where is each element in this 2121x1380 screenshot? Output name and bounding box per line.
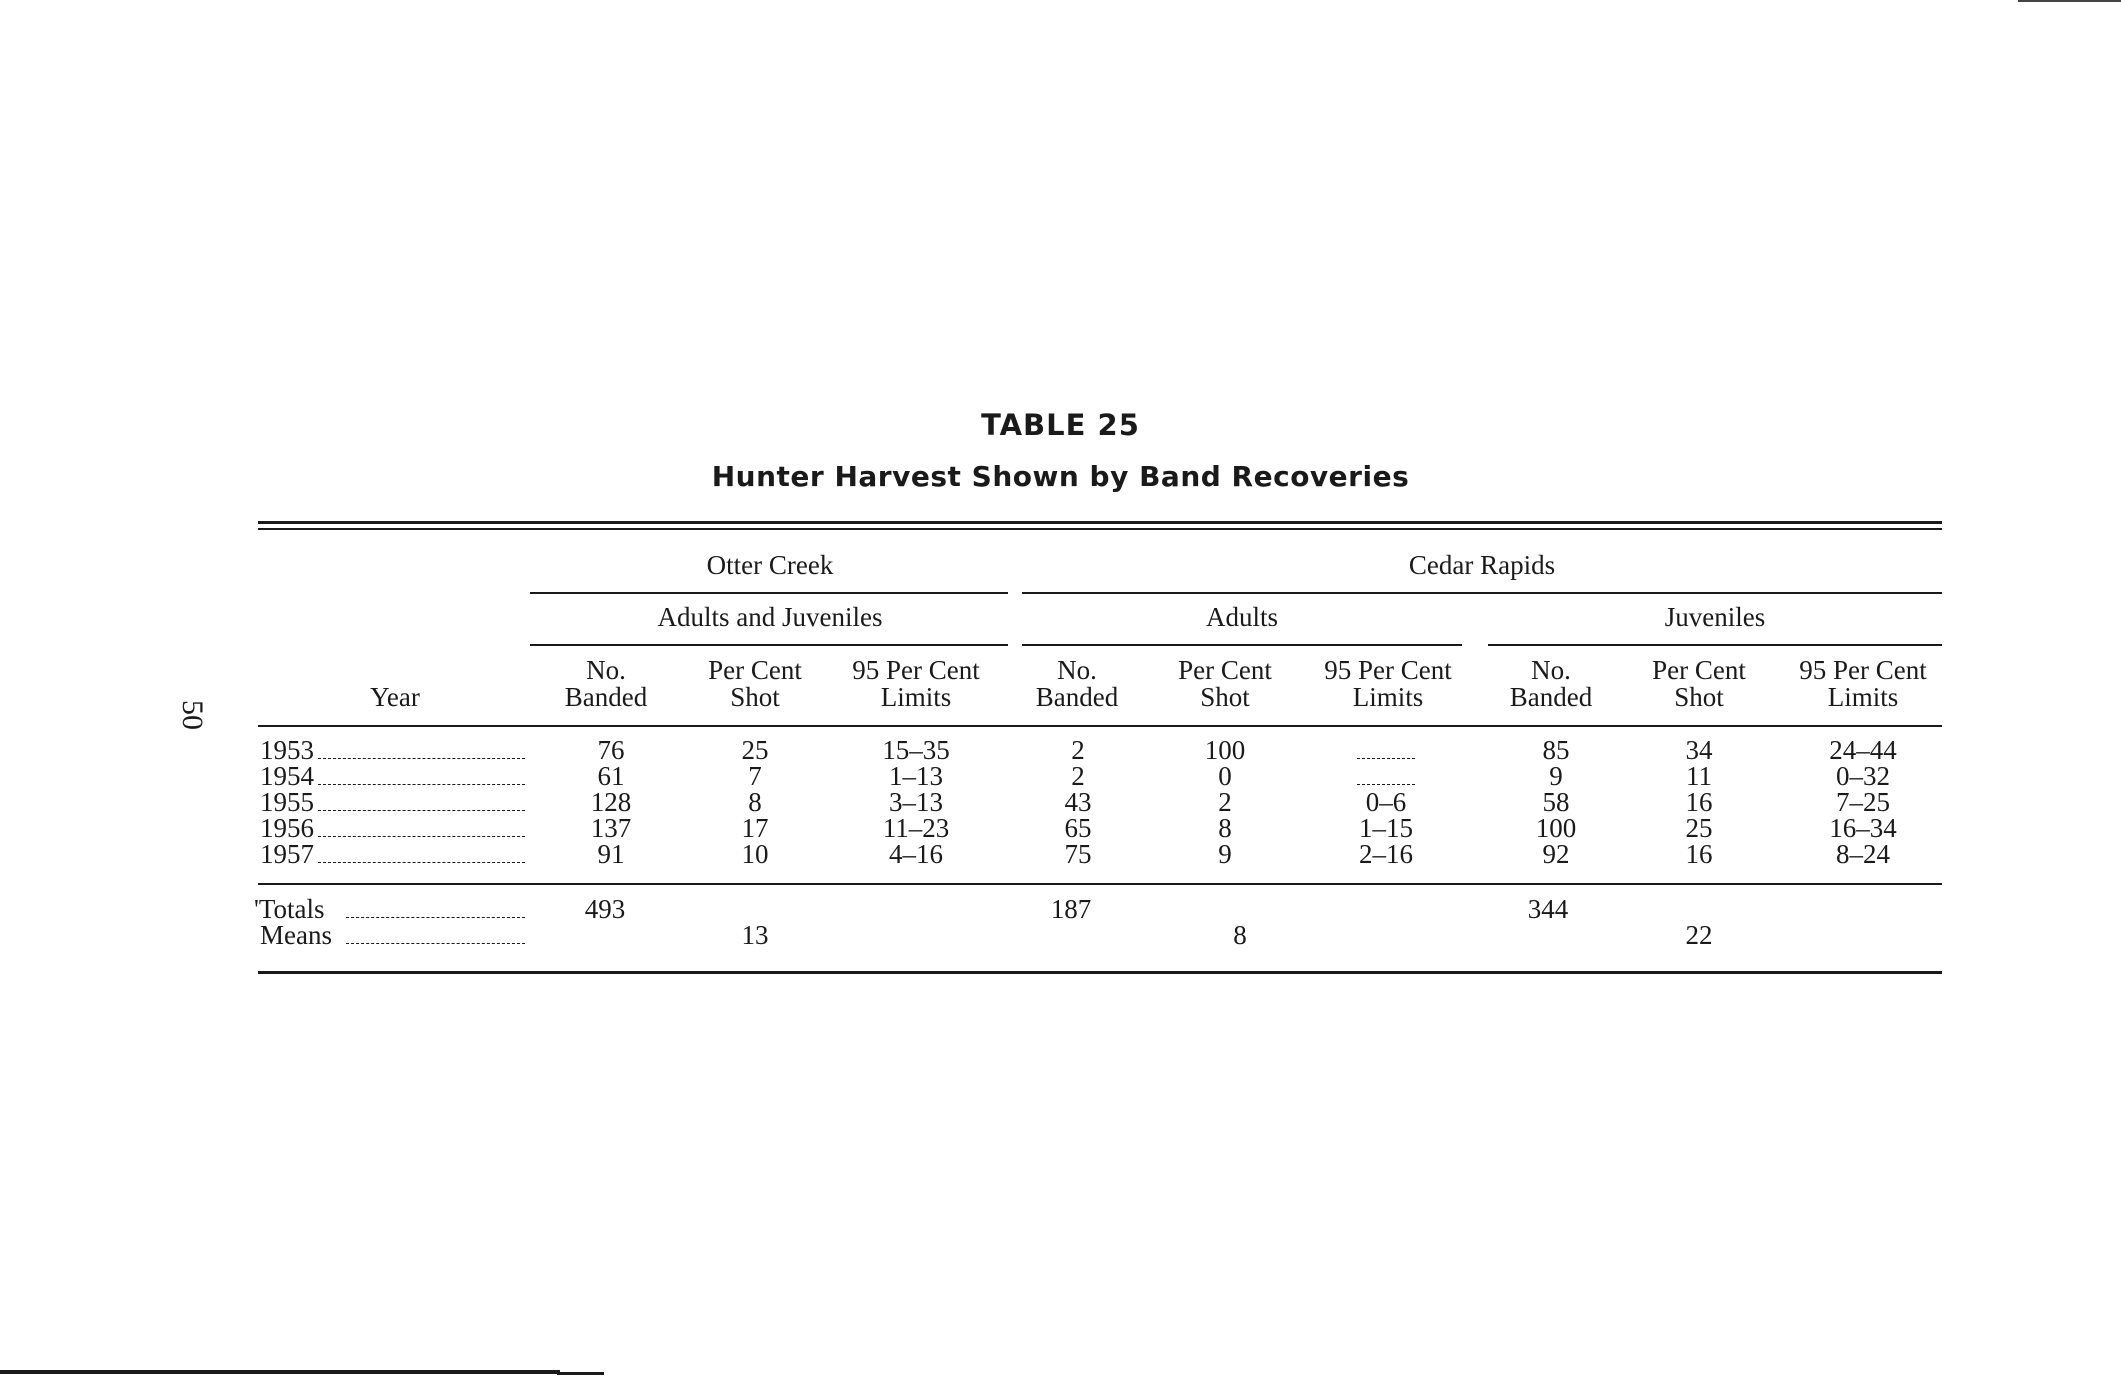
juv-banded-total: 344 [1527, 894, 1569, 924]
juv-shot-cell: 11 [1686, 761, 1712, 791]
juveniles-rule [1488, 644, 1942, 646]
column-oc-limits-line1: 95 Per Cent [852, 655, 980, 685]
scan-edge-mark [0, 1370, 560, 1374]
oc-shot-cell: 10 [741, 839, 769, 869]
ad-banded-cell: 2 [1071, 761, 1085, 791]
ad-shot-cell: 8 [1218, 813, 1232, 843]
column-ad-no-banded-line1: No. [1057, 655, 1097, 685]
juv-limits-cell: 24–44 [1829, 735, 1897, 765]
column-juv-per-cent-line1: Per Cent [1652, 655, 1746, 685]
dot-leader [346, 943, 525, 944]
oc-banded-cell: 91 [597, 839, 625, 869]
juv-banded-cell: 100 [1535, 813, 1577, 843]
ad-banded-cell: 43 [1064, 787, 1092, 817]
ad-banded-cell: 75 [1064, 839, 1092, 869]
ad-shot-cell: 100 [1204, 735, 1246, 765]
column-juv-no-banded-line2: Banded [1509, 682, 1593, 712]
adults-rule [1022, 644, 1462, 646]
subgroup-adults: Adults [1205, 602, 1278, 632]
ad-shot-cell: 9 [1218, 839, 1232, 869]
column-juv-limits-line2: Limits [1827, 682, 1899, 712]
ad-shot-cell: 0 [1218, 761, 1232, 791]
oc-limits-cell: 1–13 [889, 761, 943, 791]
subgroup-juveniles: Juveniles [1664, 602, 1766, 632]
oc-banded-cell: 137 [590, 813, 632, 843]
juv-banded-cell: 58 [1542, 787, 1570, 817]
oc-banded-cell: 76 [597, 735, 625, 765]
juv-banded-cell: 85 [1542, 735, 1570, 765]
juv-shot-cell: 16 [1685, 787, 1713, 817]
oc-shot-cell: 25 [741, 735, 769, 765]
year-cell: 1953 [260, 735, 314, 765]
column-oc-per-cent-line1: Per Cent [708, 655, 802, 685]
oc-limits-cell: 15–35 [882, 735, 950, 765]
year-cell: 1954 [260, 761, 314, 791]
juv-shot-mean: 22 [1685, 920, 1713, 950]
oc-banded-total: 493 [584, 894, 626, 924]
oc-shot-cell: 8 [748, 787, 762, 817]
juv-shot-cell: 34 [1685, 735, 1713, 765]
ad-limits-cell: 0–6 [1365, 787, 1407, 817]
ad-limits-dash [1357, 784, 1415, 785]
scan-edge-mark [2018, 0, 2121, 2]
column-ad-no-banded-line2: Banded [1035, 682, 1119, 712]
otter-creek-rule [530, 592, 1008, 594]
group-otter-creek: Otter Creek [706, 550, 834, 580]
oc-banded-cell: 128 [590, 787, 632, 817]
adults-and-juveniles-rule [530, 644, 1008, 646]
year-cell: 1955 [260, 787, 314, 817]
ad-limits-cell: 1–15 [1359, 813, 1413, 843]
juv-banded-cell: 92 [1542, 839, 1570, 869]
dot-leader [318, 784, 525, 785]
column-ad-per-cent-line1: Per Cent [1178, 655, 1272, 685]
oc-shot-cell: 17 [741, 813, 769, 843]
dot-leader [318, 862, 525, 863]
juv-banded-cell: 9 [1549, 761, 1563, 791]
column-oc-per-cent-line2: Shot [730, 682, 780, 712]
dot-leader [318, 810, 525, 811]
table-caption: Hunter Harvest Shown by Band Recoveries [711, 460, 1410, 493]
ad-limits-dash [1357, 758, 1415, 759]
column-oc-no-banded-line1: No. [586, 655, 626, 685]
column-oc-no-banded-line2: Banded [564, 682, 648, 712]
column-juv-per-cent-line2: Shot [1674, 682, 1724, 712]
juv-limits-cell: 8–24 [1836, 839, 1890, 869]
totals-label: 'Totals [254, 894, 325, 924]
oc-limits-cell: 3–13 [889, 787, 943, 817]
juv-limits-cell: 16–34 [1829, 813, 1897, 843]
column-oc-limits-line2: Limits [880, 682, 952, 712]
ad-banded-total: 187 [1050, 894, 1092, 924]
year-cell: 1956 [260, 813, 314, 843]
column-juv-no-banded-line1: No. [1531, 655, 1571, 685]
header-bottom-rule [258, 725, 1942, 727]
juv-limits-cell: 0–32 [1836, 761, 1890, 791]
oc-limits-cell: 11–23 [882, 813, 950, 843]
column-ad-limits-line2: Limits [1352, 682, 1424, 712]
ad-banded-cell: 65 [1064, 813, 1092, 843]
dot-leader [346, 917, 525, 918]
dot-leader [318, 758, 525, 759]
oc-shot-cell: 7 [748, 761, 762, 791]
group-cedar-rapids: Cedar Rapids [1408, 550, 1556, 580]
column-juv-limits-line1: 95 Per Cent [1799, 655, 1927, 685]
table-top-rule-second [258, 528, 1942, 530]
juv-shot-cell: 25 [1685, 813, 1713, 843]
column-ad-per-cent-line2: Shot [1200, 682, 1250, 712]
means-label: Means [260, 920, 332, 950]
totals-separator-rule [258, 883, 1942, 885]
oc-shot-mean: 13 [741, 920, 769, 950]
juv-limits-cell: 7–25 [1836, 787, 1890, 817]
ad-limits-cell: 2–16 [1359, 839, 1413, 869]
page-number: 50 [176, 700, 209, 730]
ad-banded-cell: 2 [1071, 735, 1085, 765]
ad-shot-mean: 8 [1233, 920, 1247, 950]
table-top-rule [258, 521, 1942, 524]
table-bottom-rule [258, 971, 1942, 974]
ad-shot-cell: 2 [1218, 787, 1232, 817]
oc-limits-cell: 4–16 [889, 839, 943, 869]
dot-leader [318, 836, 525, 837]
juv-shot-cell: 16 [1685, 839, 1713, 869]
oc-banded-cell: 61 [597, 761, 625, 791]
column-ad-limits-line1: 95 Per Cent [1324, 655, 1452, 685]
column-year: Year [370, 682, 420, 712]
year-cell: 1957 [260, 839, 314, 869]
cedar-rapids-rule [1022, 592, 1942, 594]
subgroup-adults-and-juveniles: Adults and Juveniles [657, 602, 883, 632]
scan-edge-mark [557, 1372, 604, 1375]
table-label: TABLE 25 [981, 408, 1140, 442]
